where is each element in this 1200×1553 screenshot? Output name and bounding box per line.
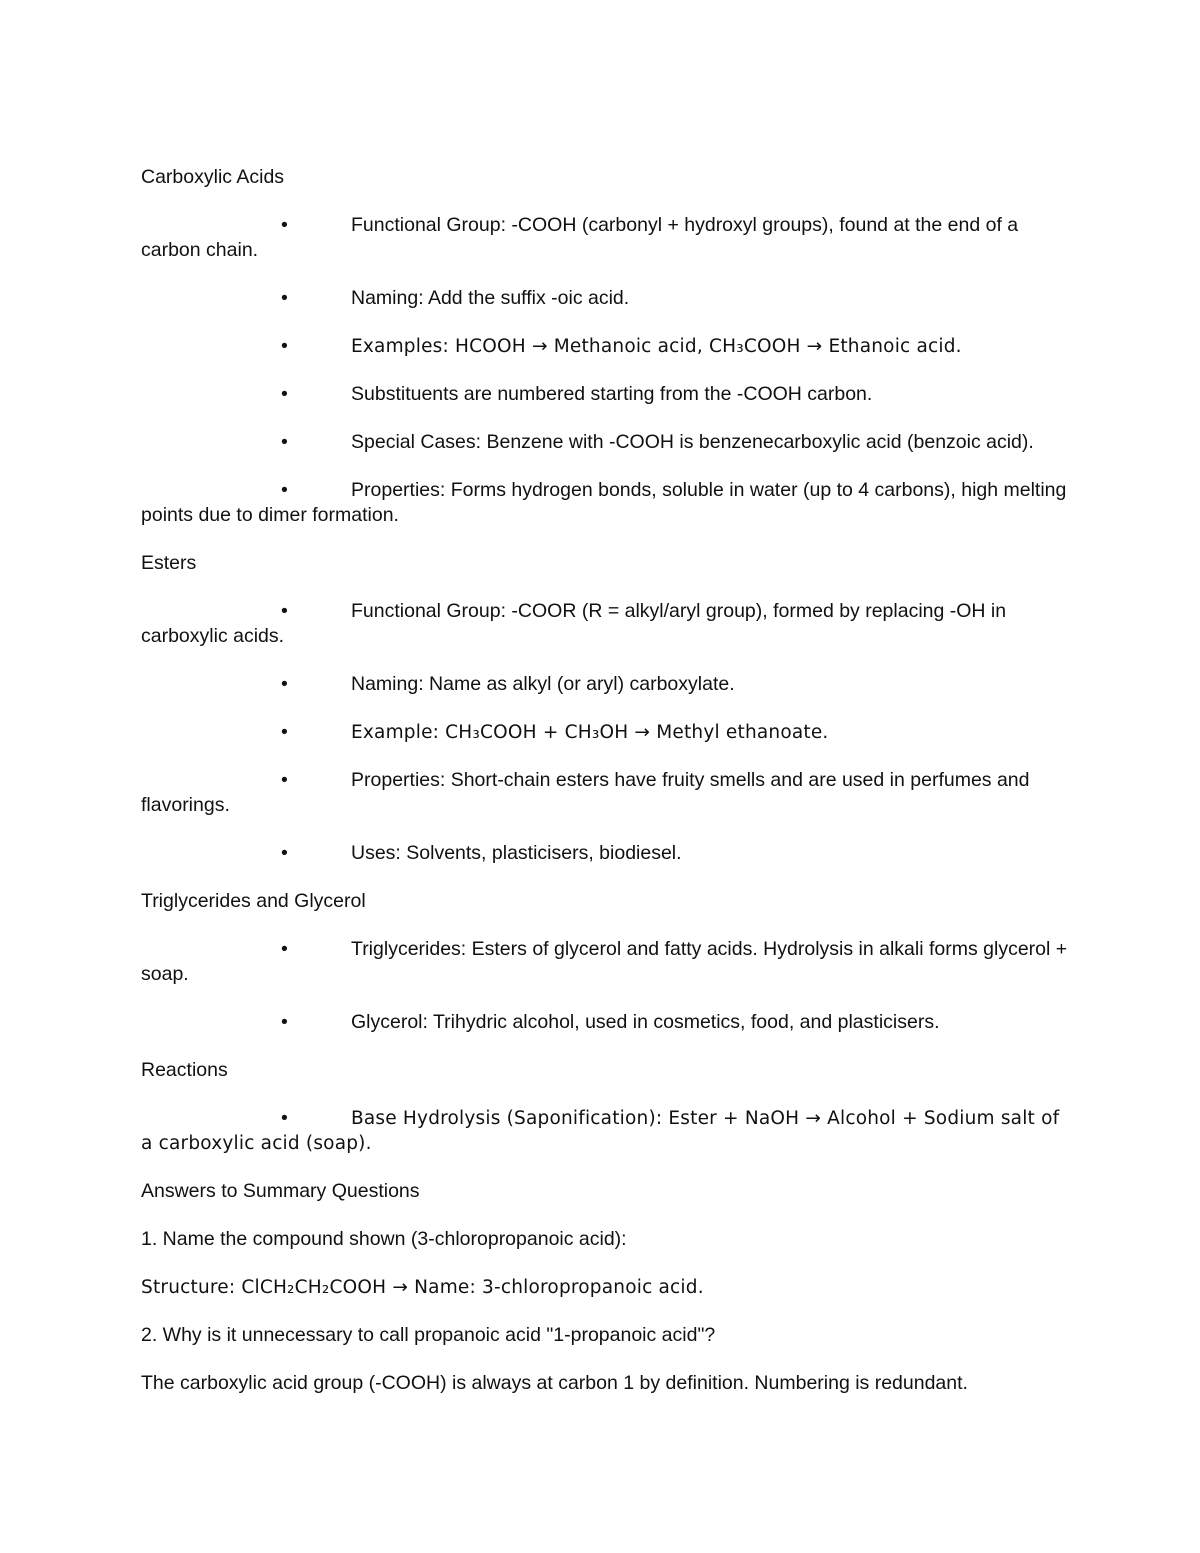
bullet: • [281, 842, 288, 864]
list-item [141, 672, 1071, 697]
bullet: • [281, 383, 288, 405]
bullet: • [281, 721, 288, 743]
bullet: • [281, 1107, 288, 1129]
list-item [141, 478, 1071, 528]
document-page [141, 165, 1071, 1419]
section-heading-answers: Answers to Summary Questions [141, 1180, 420, 1202]
list-item [141, 382, 1071, 407]
list-item-text: Uses: Solvents, plasticisers, biodiesel. [351, 842, 682, 864]
bullet: • [281, 1011, 288, 1033]
bullet: • [281, 431, 288, 453]
list-item [141, 286, 1071, 311]
list-item [141, 720, 1071, 745]
list-item [141, 1106, 1071, 1156]
section-heading-reactions: Reactions [141, 1059, 228, 1081]
bullet: • [281, 938, 288, 960]
list-item-text: Example: CH₃COOH + CH₃OH → Methyl ethanoate. [351, 722, 829, 743]
list-item [141, 768, 1071, 818]
list-item [141, 334, 1071, 359]
list-item-text: Glycerol: Trihydric alcohol, used in cosmetics, food, and plasticisers. [351, 1011, 940, 1033]
section-heading-esters: Esters [141, 552, 197, 574]
list-item-text: Functional Group: -COOH (carbonyl + hydroxyl groups), found at the end of a carbon chain. [141, 214, 1019, 261]
list-item-text: Special Cases: Benzene with -COOH is benzenecarboxylic acid (benzoic acid). [351, 431, 1034, 453]
list-item [141, 599, 1071, 649]
answer-question-2: 2. Why is it unnecessary to call propanoic acid "1-propanoic acid"? [141, 1324, 716, 1346]
list-item-text: Properties: Forms hydrogen bonds, soluble in water (up to 4 carbons), high melting points due to dimer formation. [141, 479, 1067, 526]
bullet: • [281, 479, 288, 501]
bullet: • [281, 673, 288, 695]
bullet: • [281, 600, 288, 622]
list-item-text: Naming: Add the suffix -oic acid. [351, 287, 630, 309]
list-item-text: Functional Group: -COOR (R = alkyl/aryl group), formed by replacing -OH in carboxylic acids. [141, 600, 1007, 647]
list-item-text: Naming: Name as alkyl (or aryl) carboxylate. [351, 673, 735, 695]
answer-line-1: Structure: ClCH₂CH₂COOH → Name: 3-chloropropanoic acid. [141, 1277, 704, 1298]
list-item [141, 1010, 1071, 1035]
bullet: • [281, 287, 288, 309]
section-heading-carboxylic-acids: Carboxylic Acids [141, 166, 285, 188]
list-item [141, 430, 1071, 455]
list-item-text: Base Hydrolysis (Saponification): Ester + NaOH → Alcohol + Sodium salt of a carboxylic acid (soap). [141, 1108, 1060, 1154]
bullet: • [281, 769, 288, 791]
answer-line-2: The carboxylic acid group (-COOH) is always at carbon 1 by definition. Numbering is redundant. [141, 1372, 968, 1394]
answer-question-1: 1. Name the compound shown (3-chloropropanoic acid): [141, 1228, 627, 1250]
list-item-text: Triglycerides: Esters of glycerol and fatty acids. Hydrolysis in alkali forms glycerol + soap. [141, 938, 1068, 985]
section-heading-triglycerides: Triglycerides and Glycerol [141, 890, 366, 912]
bullet: • [281, 335, 288, 357]
list-item-text: Substituents are numbered starting from the -COOH carbon. [351, 383, 873, 405]
list-item [141, 937, 1071, 987]
list-item-text: Properties: Short-chain esters have fruity smells and are used in perfumes and flavorings. [141, 769, 1030, 816]
list-item-text: Examples: HCOOH → Methanoic acid, CH₃COOH → Ethanoic acid. [351, 336, 962, 357]
list-item [141, 213, 1071, 263]
bullet: • [281, 214, 288, 236]
list-item [141, 841, 1071, 866]
